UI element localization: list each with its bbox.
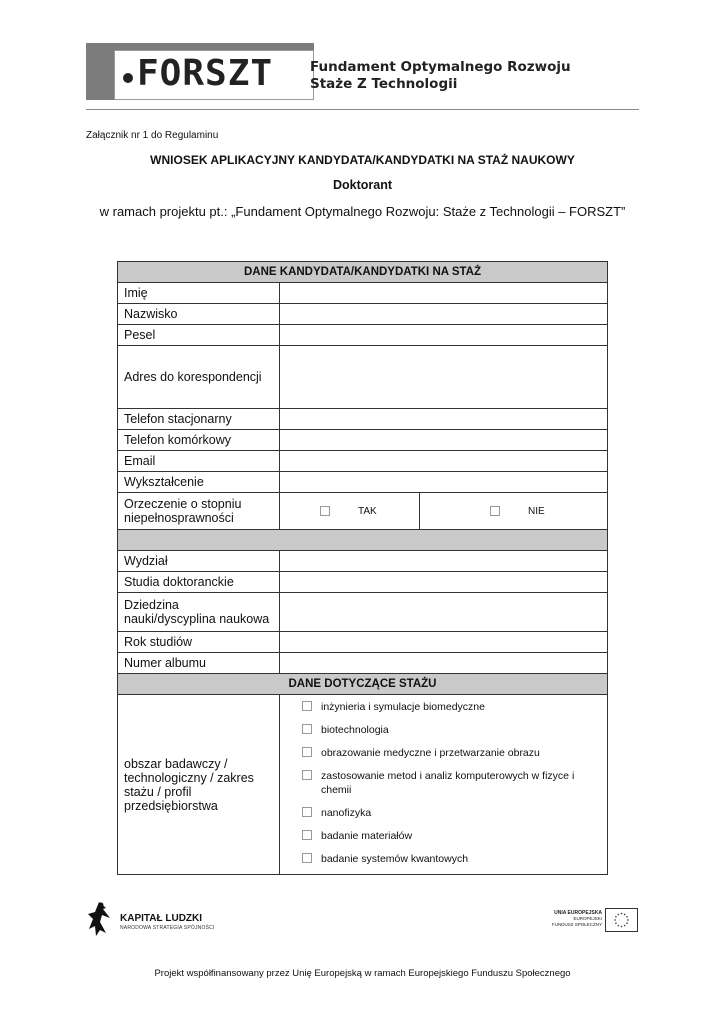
field-label: Rok studiów (118, 632, 280, 653)
form-row-nazwisko (118, 304, 608, 325)
field-label: Adres do korespondencji (118, 346, 280, 409)
form-row-pesel (118, 325, 608, 346)
option-checkbox-icon[interactable] (302, 701, 312, 711)
wyksztalcenie-input[interactable] (280, 472, 608, 493)
nazwisko-input[interactable] (280, 304, 608, 325)
kapital-ludzki-figure-icon (86, 900, 116, 938)
field-label: Dziedzina nauki/dyscyplina naukowa (118, 593, 280, 632)
option-checkbox-icon[interactable] (302, 830, 312, 840)
kl-name: KAPITAŁ LUDZKI (120, 913, 203, 924)
eu-star-icon (615, 922, 617, 924)
document-subtitle: Doktorant (332, 178, 393, 192)
eu-text (548, 910, 602, 928)
form-row-email (118, 451, 608, 472)
form-row-album (118, 653, 608, 674)
field-label: Telefon stacjonarny (118, 409, 280, 430)
option-label: obrazowanie medyczne i przetwarzanie obrazu (321, 747, 540, 759)
option-checkbox-icon[interactable] (302, 770, 312, 780)
option-label: inżynieria i symulacje biomedyczne (321, 701, 485, 713)
annex-note: Załącznik nr 1 do Regulaminu (86, 130, 219, 141)
form-row-studia (118, 572, 608, 593)
eu-star-icon (626, 916, 628, 918)
project-line: w ramach projektu pt.: „Fundament Optymalnego Rozwoju: Staże z Technologii – FORSZT” (99, 204, 626, 219)
yes-checkbox-icon[interactable] (320, 506, 330, 516)
form-row-wydzial (118, 551, 608, 572)
form-row-orzeczenie (118, 493, 608, 530)
section-header-internship (118, 674, 608, 695)
kapital-ludzki-logo (86, 900, 216, 938)
tel-kom-input[interactable] (280, 430, 608, 451)
form-row-dziedzina (118, 593, 608, 632)
eu-star-icon (617, 925, 619, 927)
album-input[interactable] (280, 653, 608, 674)
section-spacer-row (118, 530, 608, 551)
option-checkbox-icon[interactable] (302, 724, 312, 734)
area-options-cell (280, 695, 608, 875)
adres-input[interactable] (280, 346, 608, 409)
imie-input[interactable] (280, 283, 608, 304)
area-option[interactable] (302, 829, 605, 843)
option-checkbox-icon[interactable] (302, 747, 312, 757)
field-label: Wykształcenie (118, 472, 280, 493)
option-label: zastosowanie metod i analiz komputerowych w fizyce i chemii (321, 770, 575, 796)
application-form (117, 261, 608, 875)
section-title: DANE KANDYDATA/KANDYDATKI NA STAŻ (118, 262, 608, 283)
option-label: nanofizyka (321, 807, 372, 819)
eu-logo (548, 908, 640, 934)
option-label: badanie systemów kwantowych (321, 853, 469, 865)
forszt-logo (86, 43, 314, 100)
project-name (310, 59, 571, 93)
option-label: biotechnologia (321, 724, 389, 736)
header-divider (86, 109, 639, 110)
area-option[interactable] (302, 769, 605, 797)
no-checkbox-icon[interactable] (490, 506, 500, 516)
eu-star-icon (627, 919, 629, 921)
wydzial-input[interactable] (280, 551, 608, 572)
area-option[interactable] (302, 806, 605, 820)
area-option[interactable] (302, 723, 605, 737)
document-title: WNIOSEK APLIKACYJNY KANDYDATA/KANDYDATKI NA STAŻ NAUKOWY (150, 153, 575, 167)
eu-star-icon (621, 913, 623, 915)
form-row-imie (118, 283, 608, 304)
section-header-candidate (118, 262, 608, 283)
pesel-input[interactable] (280, 325, 608, 346)
field-label: Studia doktoranckie (118, 572, 280, 593)
eu-flag-icon (605, 908, 638, 932)
area-option[interactable] (302, 746, 605, 760)
area-option[interactable] (302, 852, 605, 866)
rok-input[interactable] (280, 632, 608, 653)
logo-bullet-icon (123, 73, 133, 83)
kl-subtitle: NARODOWA STRATEGIA SPÓJNOŚCI (120, 925, 215, 931)
funding-note: Projekt współfinansowany przez Unię Europejską w ramach Europejskiego Funduszu Społecznego (154, 968, 571, 979)
eu-star-icon (614, 919, 616, 921)
field-label: obszar badawczy / technologiczny / zakres stażu / profil przedsiębiorstwa (118, 695, 280, 875)
field-label: Email (118, 451, 280, 472)
project-name-line1: Fundament Optymalnego Rozwoju (310, 59, 571, 75)
form-row-tel-stac (118, 409, 608, 430)
field-label: Orzeczenie o stopniu niepełnosprawności (118, 493, 280, 530)
form-row-area (118, 695, 608, 875)
eu-star-icon (615, 916, 617, 918)
section-title: DANE DOTYCZĄCE STAŻU (118, 674, 608, 695)
field-label: Imię (118, 283, 280, 304)
option-checkbox-icon[interactable] (302, 807, 312, 817)
eu-star-icon (621, 926, 623, 928)
option-checkbox-icon[interactable] (302, 853, 312, 863)
form-row-tel-kom (118, 430, 608, 451)
eu-line3: FUNDUSZ SPOŁECZNY (551, 922, 602, 927)
eu-star-icon (624, 914, 626, 916)
eu-star-icon (624, 925, 626, 927)
form-row-adres (118, 346, 608, 409)
field-label: Pesel (118, 325, 280, 346)
eu-star-icon (626, 922, 628, 924)
logo-text: FORSZT (137, 53, 274, 94)
eu-line2: EUROPEJSKI (573, 916, 602, 921)
form-row-rok (118, 632, 608, 653)
option-yes[interactable] (280, 493, 420, 530)
form-row-wyksztalcenie (118, 472, 608, 493)
no-label: NIE (528, 505, 545, 517)
dziedzina-input[interactable] (280, 593, 608, 632)
field-label: Numer albumu (118, 653, 280, 674)
studia-input[interactable] (280, 572, 608, 593)
eu-line1: UNIA EUROPEJSKA (554, 910, 602, 916)
email-input[interactable] (280, 451, 608, 472)
tel-stac-input[interactable] (280, 409, 608, 430)
eu-star-icon (617, 914, 619, 916)
area-option[interactable] (302, 700, 605, 714)
option-no[interactable] (420, 493, 608, 530)
yes-label: TAK (358, 505, 377, 517)
area-options-list (280, 695, 607, 874)
field-label: Telefon komórkowy (118, 430, 280, 451)
project-name-line2: Staże Z Technologii (310, 76, 458, 92)
option-label: badanie materiałów (321, 830, 413, 842)
field-label: Nazwisko (118, 304, 280, 325)
field-label: Wydział (118, 551, 280, 572)
logo-plate (114, 50, 314, 100)
